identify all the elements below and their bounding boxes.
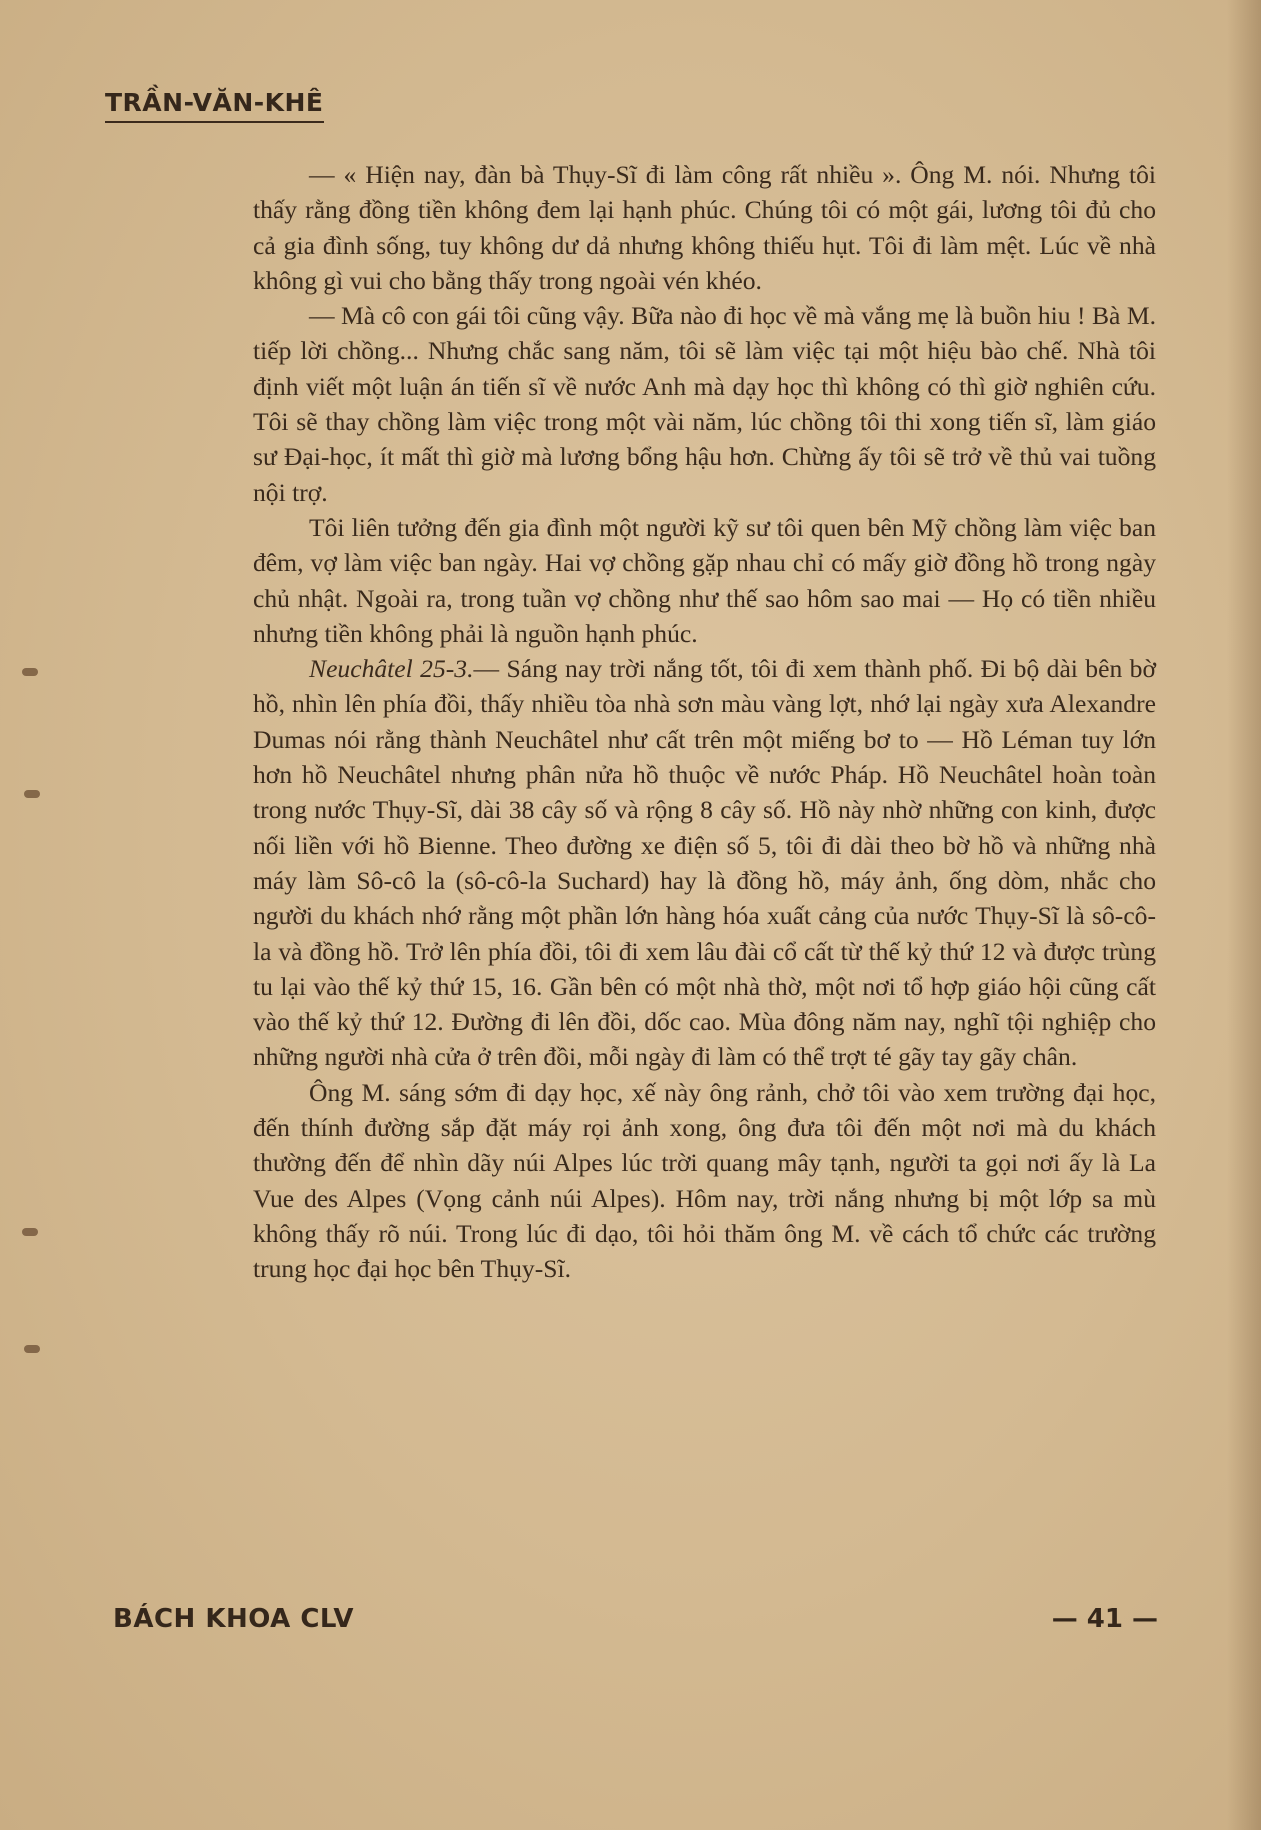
article-body (253, 157, 1156, 1287)
paragraph-closing: Ông M. sáng sớm đi dạy học, xế này ông rảnh, chở tôi vào xem trường đại học, đến thính đường sắp đặt máy rọi ảnh xong, ông đưa tôi đến một nơi mà du khách thường đến để nhìn dãy núi Alpes lúc trời quang mây tạnh, người ta gọi nơi ấy là La Vue des Alpes (Vọng cảnh núi Alpes). Hôm nay, trời nắng nhưng bị một lớp sa mù không thấy rõ núi. Trong lúc đi dạo, tôi hỏi thăm ông M. về cách tổ chức các trường trung học đại học bên Thụy-Sĩ. (253, 1077, 1156, 1284)
page-number: — 41 — (1051, 1604, 1158, 1634)
binding-mark-1 (22, 668, 38, 676)
paragraph-1: — « Hiện nay, đàn bà Thụy-Sĩ đi làm công rất nhiều ». Ông M. nói. Nhưng tôi thấy rằng đồng tiền không đem lại hạnh phúc. Chúng tôi có một gái, lương tôi đủ cho cả gia đình sống, tuy không dư dả nhưng không thiếu hụt. Tôi đi làm mệt. Lúc về nhà không gì vui cho bằng thấy trong ngoài vén khéo. (253, 160, 1156, 295)
entry-text: — Sáng nay trời nắng tốt, tôi đi xem thành phố. Đi bộ dài bên bờ hồ, nhìn lên phía đồi, thấy nhiều tòa nhà sơn màu vàng lợt, nhớ lại ngày xưa Alexandre Dumas nói rằng thành Neuchâtel như cất trên một miếng bơ to — Hồ Léman tuy lớn hơn hồ Neuchâtel nhưng phân nửa hồ thuộc về nước Pháp. Hồ Neuchâtel hoàn toàn trong nước Thụy-Sĩ, dài 38 cây số và rộng 8 cây số. Hồ này nhờ những con kinh, được nối liền với hồ Bienne. Theo đường xe điện số 5, tôi đi dài theo bờ hồ và những nhà máy làm Sô-cô la (sô-cô-la Suchard) hay là đồng hồ, máy ảnh, ống dòm, nhắc cho người du khách nhớ rằng một phần lớn hàng hóa xuất cảng của nước Thụy-Sĩ là sô-cô-la và đồng hồ. Trở lên phía đồi, tôi đi xem lâu đài cổ cất từ thế kỷ thứ 12 và được trùng tu lại vào thế kỷ thứ 15, 16. Gần bên có một nhà thờ, một nơi tổ hợp giáo hội cũng cất vào thế kỷ thứ 12. Đường đi lên đồi, dốc cao. Mùa đông năm nay, nghĩ tội nghiệp cho những người nhà cửa ở trên đồi, mỗi ngày đi làm có thể trợt té gãy tay gãy chân. (253, 654, 1156, 1072)
publication-name: BÁCH KHOA CLV (113, 1604, 355, 1634)
binding-mark-3 (22, 1228, 38, 1236)
running-head: TRẦN-VĂN-KHÊ (105, 88, 324, 123)
dated-entry-paragraph (253, 651, 1156, 1075)
binding-mark-2 (24, 790, 40, 798)
paragraph-3: Tôi liên tưởng đến gia đình một người kỹ sư tôi quen bên Mỹ chồng làm việc ban đêm, vợ làm việc ban ngày. Hai vợ chồng gặp nhau chỉ có mấy giờ đồng hồ trong ngày chủ nhật. Ngoài ra, trong tuần vợ chồng như thế sao hôm sao mai — Họ có tiền nhiều nhưng tiền không phải là nguồn hạnh phúc. (253, 512, 1156, 648)
paragraph-2: — Mà cô con gái tôi cũng vậy. Bữa nào đi học về mà vắng mẹ là buồn hiu ! Bà M. tiếp lời chồng... Nhưng chắc sang năm, tôi sẽ làm việc tại một hiệu bào chế. Nhà tôi định viết một luận án tiến sĩ về nước Anh mà dạy học thì không có thì giờ nghiên cứu. Tôi sẽ thay chồng làm việc trong một vài năm, lúc chồng tôi thi xong tiến sĩ, làm giáo sư Đại-học, ít mất thì giờ mà lương bổng hậu hơn. Chừng ấy tôi sẽ trở về thủ vai tuồng nội trợ. (253, 301, 1156, 507)
binding-mark-4 (24, 1345, 40, 1353)
page-edge-shadow (1227, 0, 1261, 1830)
entry-place-date: Neuchâtel 25-3. (309, 654, 474, 684)
